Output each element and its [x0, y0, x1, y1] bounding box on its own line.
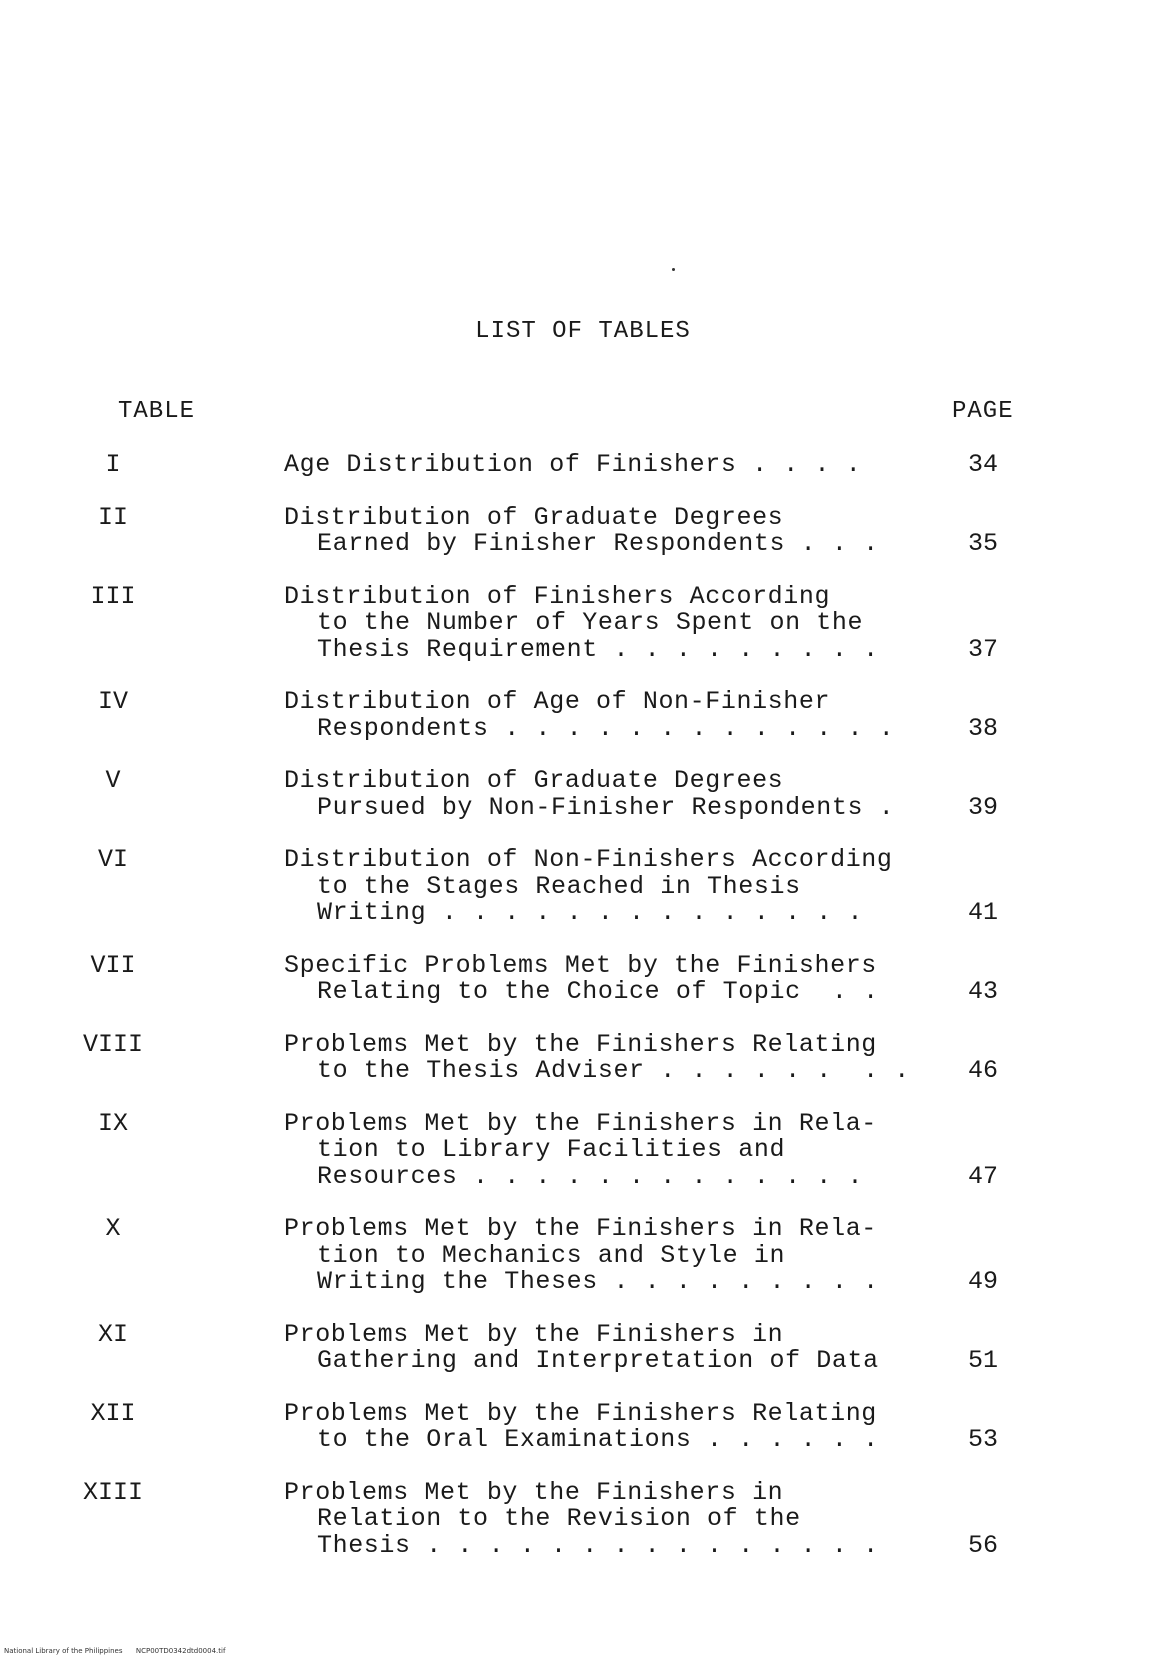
- table-title: [284, 768, 944, 821]
- table-title-line: Problems Met by the Finishers Relating: [284, 1398, 877, 1428]
- table-title-line: Pursued by Non-Finisher Respondents .: [317, 792, 895, 822]
- table-title-line: Thesis Requirement . . . . . . . . .: [317, 634, 879, 664]
- table-title: [284, 1398, 944, 1454]
- page-title: LIST OF TABLES: [475, 318, 691, 345]
- page-number: 56: [967, 1530, 998, 1560]
- list-item: [0, 452, 1166, 479]
- table-title: [284, 950, 944, 1006]
- table-number: VII: [90, 950, 136, 980]
- table-title: [284, 847, 944, 927]
- table-title: [284, 452, 944, 479]
- table-number: VI: [97, 845, 128, 874]
- table-title-line: Specific Problems Met by the Finishers: [284, 950, 877, 980]
- table-number: III: [90, 581, 136, 611]
- table-title-line: Writing the Theses . . . . . . . . .: [317, 1267, 879, 1296]
- list-item: [0, 950, 1166, 1006]
- table-title-line: Problems Met by the Finishers in Rela-: [284, 1214, 877, 1243]
- page-number: 41: [967, 898, 998, 927]
- table-title-line: tion to Mechanics and Style in: [317, 1240, 786, 1270]
- table-title-line: Earned by Finisher Respondents . . .: [317, 529, 879, 558]
- table-title-line: Problems Met by the Finishers Relating: [284, 1029, 877, 1059]
- table-number: VIII: [82, 1029, 143, 1059]
- list-item: [0, 1108, 1166, 1191]
- table-title-line: Relation to the Revision of the: [317, 1504, 801, 1533]
- table-number: XII: [90, 1398, 136, 1428]
- table-title-line: Distribution of Non-Finishers According: [284, 845, 893, 874]
- page-number: 34: [967, 450, 998, 479]
- table-title-line: Relating to the Choice of Topic . .: [317, 977, 879, 1006]
- table-title-line: Resources . . . . . . . . . . . . .: [317, 1161, 864, 1191]
- table-number: V: [105, 766, 121, 795]
- page-number: 49: [967, 1267, 998, 1296]
- table-title-line: to the Thesis Adviser . . . . . . . .: [317, 1056, 910, 1085]
- table-title: [284, 1319, 944, 1375]
- table-title-line: Problems Met by the Finishers in: [284, 1319, 784, 1349]
- table-title-line: Age Distribution of Finishers . . . .: [284, 450, 862, 479]
- list-item: [0, 1398, 1166, 1454]
- list-item: [0, 1319, 1166, 1375]
- page-number: 39: [967, 792, 998, 822]
- footer-caption: National Library of the Philippines NCP00TD0342dtd0004.tif: [4, 1647, 226, 1655]
- table-title-line: Gathering and Interpretation of Data: [317, 1346, 879, 1375]
- page-number: 51: [967, 1346, 998, 1375]
- table-number: II: [97, 502, 128, 532]
- list-item: [0, 502, 1166, 558]
- list-item: [0, 768, 1166, 821]
- page-number: 46: [967, 1056, 998, 1085]
- table-title-line: to the Oral Examinations . . . . . .: [317, 1425, 879, 1454]
- page-number: 37: [967, 634, 998, 664]
- table-title-line: Respondents . . . . . . . . . . . . .: [317, 713, 895, 743]
- list-item: [0, 689, 1166, 742]
- table-title-line: Problems Met by the Finishers in: [284, 1477, 784, 1507]
- table-title-line: Distribution of Finishers According: [284, 581, 831, 611]
- page-number: 47: [967, 1161, 998, 1191]
- table-title-line: Problems Met by the Finishers in Rela-: [284, 1108, 877, 1138]
- table-title-line: Distribution of Graduate Degrees: [284, 502, 784, 532]
- table-title-line: Thesis . . . . . . . . . . . . . . .: [317, 1530, 879, 1560]
- table-title: [284, 689, 944, 742]
- table-number: XIII: [82, 1477, 143, 1507]
- table-title-line: Distribution of Graduate Degrees: [284, 766, 784, 795]
- table-number: I: [105, 450, 121, 479]
- list-item: [0, 847, 1166, 927]
- table-list: [0, 452, 1166, 1585]
- page-number: 35: [967, 529, 998, 558]
- stray-ink-mark: [672, 268, 675, 271]
- table-title-line: Distribution of Age of Non-Finisher: [284, 687, 831, 716]
- table-number: IX: [97, 1108, 128, 1138]
- table-number: XI: [97, 1319, 128, 1349]
- table-title-line: Writing . . . . . . . . . . . . . .: [317, 898, 864, 927]
- list-item: [0, 1216, 1166, 1296]
- table-title: [284, 581, 944, 664]
- table-number: IV: [97, 687, 128, 716]
- table-title: [284, 1029, 944, 1085]
- list-item: [0, 1029, 1166, 1085]
- table-title: [284, 502, 944, 558]
- table-title: [284, 1477, 944, 1560]
- list-item: [0, 581, 1166, 664]
- table-title-line: to the Stages Reached in Thesis: [317, 871, 801, 901]
- table-number: X: [105, 1214, 121, 1243]
- column-header-table: TABLE: [118, 398, 196, 425]
- list-item: [0, 1477, 1166, 1560]
- page-number: 38: [967, 713, 998, 743]
- table-title-line: to the Number of Years Spent on the: [317, 608, 864, 637]
- column-header-page: PAGE: [952, 398, 1014, 425]
- page-number: 43: [967, 977, 998, 1006]
- page-number: 53: [967, 1425, 998, 1454]
- table-title-line: tion to Library Facilities and: [317, 1135, 786, 1164]
- table-title: [284, 1216, 944, 1296]
- table-title: [284, 1108, 944, 1191]
